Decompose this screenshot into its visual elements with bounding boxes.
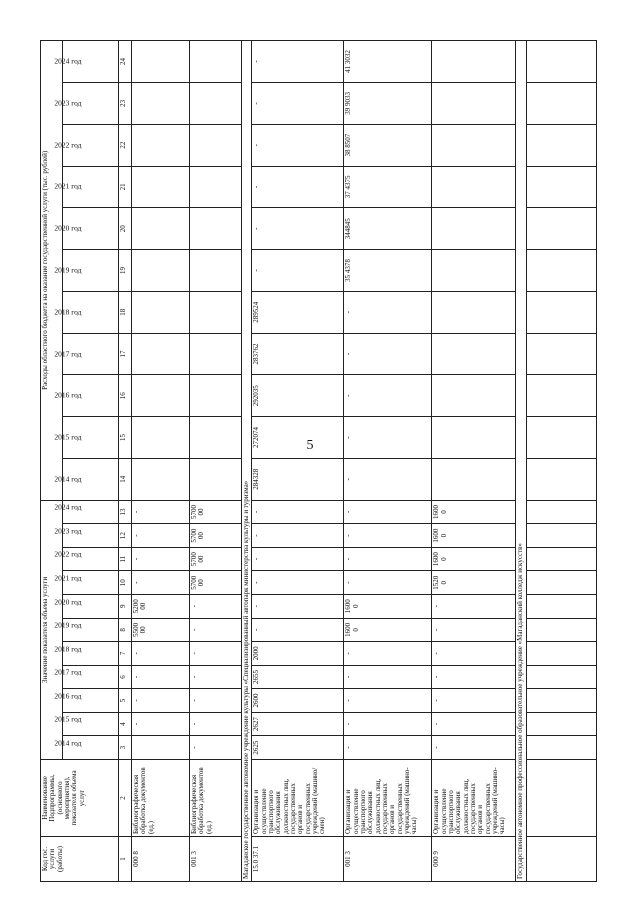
expense-cell: 37 4375 <box>344 166 432 208</box>
volume-cell: - <box>344 571 432 595</box>
column-number: 16 <box>119 375 132 417</box>
expense-cell <box>432 375 516 417</box>
header-volume-year <box>54 571 119 595</box>
header-year-label: 2022 год <box>54 140 82 150</box>
volume-cell: 2000 <box>252 642 344 666</box>
volume-cell: - <box>252 500 344 524</box>
header-expense-year <box>54 417 119 459</box>
volume-cell: - <box>344 547 432 571</box>
row-code: 15.0 37.1 <box>252 837 344 882</box>
expense-cell <box>132 417 190 459</box>
expense-cell: - <box>344 333 432 375</box>
header-volume-year <box>54 712 119 736</box>
volume-cell: - <box>432 594 516 618</box>
volume-cell: - <box>190 689 242 713</box>
header-year-label: 2022 год <box>54 549 82 559</box>
expense-cell: 292035 <box>252 375 344 417</box>
expense-cell <box>190 83 242 125</box>
expense-cell <box>190 124 242 166</box>
expense-cell <box>190 417 242 459</box>
expense-cell <box>132 41 190 83</box>
header-expense-year <box>54 375 119 417</box>
header-expense-year <box>54 250 119 292</box>
column-number: 17 <box>119 333 132 375</box>
section-row <box>242 41 252 882</box>
volume-cell: 1600 0 <box>432 547 516 571</box>
volume-cell: - <box>190 712 242 736</box>
volume-cell: 1600 0 <box>432 500 516 524</box>
budget-table <box>40 40 597 882</box>
volume-cell <box>132 736 190 760</box>
expense-cell: - <box>252 83 344 125</box>
expense-cell <box>190 166 242 208</box>
column-number: 7 <box>119 642 132 666</box>
expense-cell <box>132 208 190 250</box>
volume-cell: 1600 0 <box>344 618 432 642</box>
table-row <box>190 41 242 882</box>
row-name: Библиографическая обработка документов (ед.) <box>132 759 190 836</box>
row-code: 000 9 <box>432 837 516 882</box>
empty-cell <box>526 124 596 166</box>
section-row <box>516 41 526 882</box>
header-year-label: 2015 год <box>54 714 82 724</box>
volume-cell: 5700 00 <box>190 500 242 524</box>
expense-cell <box>432 41 516 83</box>
column-number: 14 <box>119 458 132 500</box>
expense-cell: - <box>344 291 432 333</box>
column-number: 23 <box>119 83 132 125</box>
header-volume-year <box>54 736 119 760</box>
expense-cell <box>432 333 516 375</box>
header-year-label: 2023 год <box>54 526 82 536</box>
volume-cell: - <box>252 547 344 571</box>
expense-cell <box>432 166 516 208</box>
expense-cell <box>190 375 242 417</box>
empty-cell <box>526 333 596 375</box>
header-year-label: 2024 год <box>54 502 82 512</box>
volume-cell: - <box>252 618 344 642</box>
expense-cell: 283762 <box>252 333 344 375</box>
volume-cell: 5700 00 <box>190 571 242 595</box>
volume-cell: - <box>344 665 432 689</box>
expense-cell <box>132 250 190 292</box>
volume-cell: 5700 00 <box>190 524 242 548</box>
volume-cell: - <box>190 665 242 689</box>
row-code: 001 3 <box>190 837 242 882</box>
expense-cell <box>190 250 242 292</box>
row-code: 001 3 <box>344 837 432 882</box>
column-number: 5 <box>119 689 132 713</box>
expense-cell <box>132 291 190 333</box>
expense-cell <box>432 417 516 459</box>
column-number: 6 <box>119 665 132 689</box>
empty-cell <box>526 642 596 666</box>
volume-cell: 2655 <box>252 665 344 689</box>
volume-cell: - <box>344 642 432 666</box>
volume-cell: - <box>132 712 190 736</box>
header-volume-group: Значение показателя объема услуги <box>41 500 63 759</box>
volume-cell: - <box>132 547 190 571</box>
volume-cell: - <box>190 594 242 618</box>
header-volume-year <box>54 665 119 689</box>
expense-cell <box>190 41 242 83</box>
expense-cell: 39 9033 <box>344 83 432 125</box>
empty-cell <box>526 571 596 595</box>
row-name: Библиографическая обработка документов (ед.) <box>190 759 242 836</box>
column-number: 2 <box>119 759 132 836</box>
expense-cell <box>190 458 242 500</box>
header-expense-year <box>54 41 119 83</box>
empty-cell <box>526 375 596 417</box>
expense-cell: - <box>252 124 344 166</box>
header-expense-year <box>54 333 119 375</box>
expense-cell: - <box>252 208 344 250</box>
expense-cell: 38 8507 <box>344 124 432 166</box>
header-year-label: 2014 год <box>54 474 82 484</box>
header-year-label: 2024 год <box>54 56 82 66</box>
volume-cell: - <box>252 571 344 595</box>
rotated-table-page <box>40 40 610 882</box>
column-number: 3 <box>119 736 132 760</box>
expense-cell <box>190 333 242 375</box>
header-volume-year <box>54 642 119 666</box>
section-title: Магаданское государственное автономное учреждение культуры «Специализированный автопарк министерства культуры и туризма» <box>242 41 252 882</box>
header-name: Наименование Подпрограммы, (основного мероприятия), показателя объема услуг <box>41 759 119 836</box>
empty-cell <box>526 618 596 642</box>
empty-cell <box>526 291 596 333</box>
empty-cell <box>526 837 596 882</box>
expense-cell <box>432 83 516 125</box>
volume-cell: - <box>432 689 516 713</box>
volume-cell: - <box>132 571 190 595</box>
column-number: 15 <box>119 417 132 459</box>
expense-cell: 35 4378 <box>344 250 432 292</box>
volume-cell: - <box>252 594 344 618</box>
header-volume-year <box>54 524 119 548</box>
expense-cell: - <box>344 417 432 459</box>
column-number: 4 <box>119 712 132 736</box>
header-year-label: 2014 год <box>54 738 82 748</box>
column-number: 18 <box>119 291 132 333</box>
expense-cell: 344845 <box>344 208 432 250</box>
volume-cell: - <box>344 712 432 736</box>
header-expense-year <box>54 124 119 166</box>
column-number: 1 <box>119 837 132 882</box>
header-expense-year <box>54 458 119 500</box>
volume-cell: 5500 00 <box>132 618 190 642</box>
volume-cell: 1600 0 <box>344 594 432 618</box>
header-year-label: 2021 год <box>54 181 82 191</box>
empty-cell <box>526 41 596 83</box>
volume-cell: - <box>132 642 190 666</box>
header-year-label: 2019 год <box>54 265 82 275</box>
row-code: 000 8 <box>132 837 190 882</box>
volume-cell: - <box>132 689 190 713</box>
empty-cell <box>526 458 596 500</box>
header-year-label: 2020 год <box>54 223 82 233</box>
table-row <box>432 41 516 882</box>
expense-cell <box>132 333 190 375</box>
volume-cell: - <box>432 736 516 760</box>
volume-cell: 2600 <box>252 689 344 713</box>
column-number: 9 <box>119 594 132 618</box>
volume-cell: 5700 00 <box>190 547 242 571</box>
volume-cell: - <box>344 500 432 524</box>
header-year-label: 2016 год <box>54 390 82 400</box>
expense-cell <box>432 291 516 333</box>
expense-cell <box>132 83 190 125</box>
empty-cell <box>526 736 596 760</box>
table-row <box>344 41 432 882</box>
empty-cell <box>526 500 596 524</box>
expense-cell <box>132 458 190 500</box>
volume-cell: 1600 0 <box>432 524 516 548</box>
column-number: 21 <box>119 166 132 208</box>
volume-cell: - <box>132 500 190 524</box>
volume-cell: - <box>344 689 432 713</box>
page-number: 5 <box>306 438 314 453</box>
volume-cell: - <box>344 524 432 548</box>
column-number: 12 <box>119 524 132 548</box>
volume-cell: - <box>432 618 516 642</box>
header-volume-year <box>54 500 119 524</box>
volume-cell: - <box>190 736 242 760</box>
empty-cell <box>526 524 596 548</box>
column-number: 24 <box>119 41 132 83</box>
expense-cell: 272074 <box>252 417 344 459</box>
header-volume-year <box>54 547 119 571</box>
expense-cell: - <box>252 250 344 292</box>
expense-cell <box>190 291 242 333</box>
expense-cell: 284328 <box>252 458 344 500</box>
empty-cell <box>526 689 596 713</box>
expense-cell <box>432 208 516 250</box>
volume-cell: 5200 00 <box>132 594 190 618</box>
volume-cell: 2627 <box>252 712 344 736</box>
volume-cell: - <box>432 642 516 666</box>
expense-cell: - <box>344 375 432 417</box>
header-year-label: 2017 год <box>54 349 82 359</box>
expense-cell <box>432 458 516 500</box>
row-name: Организация и осуществление транспортного обслуживания должностных лиц, государственных органов и государственных учреждений (машино-часы) <box>344 759 432 836</box>
header-year-label: 2019 год <box>54 620 82 630</box>
section-title: Государственное автономное профессиональное образовательное учреждение «Магаданский колледж искусств» <box>516 41 526 882</box>
header-volume-year <box>54 618 119 642</box>
header-expense-group: Расходы областного бюджета на оказание государственной услуги (тыс. рублей) <box>41 41 63 501</box>
volume-cell: - <box>252 524 344 548</box>
empty-cell <box>526 547 596 571</box>
column-number: 19 <box>119 250 132 292</box>
column-number: 13 <box>119 500 132 524</box>
column-number: 10 <box>119 571 132 595</box>
expense-cell: - <box>252 166 344 208</box>
expense-cell: 289524 <box>252 291 344 333</box>
empty-cell <box>526 208 596 250</box>
volume-cell: - <box>132 665 190 689</box>
table-row <box>132 41 190 882</box>
header-volume-year <box>54 594 119 618</box>
expense-cell <box>132 166 190 208</box>
volume-cell: - <box>432 665 516 689</box>
volume-cell: - <box>190 618 242 642</box>
empty-cell <box>526 83 596 125</box>
expense-cell: 41 3032 <box>344 41 432 83</box>
volume-cell: - <box>190 642 242 666</box>
empty-cell <box>526 712 596 736</box>
empty-cell <box>526 594 596 618</box>
header-year-label: 2018 год <box>54 644 82 654</box>
row-name: Организация и осуществление транспортного обслуживания должностных лиц, государственных органов и государственных учреждений (машино-часы) <box>432 759 516 836</box>
empty-cell <box>526 250 596 292</box>
volume-cell: - <box>132 524 190 548</box>
header-volume-year <box>54 689 119 713</box>
empty-cell <box>526 417 596 459</box>
column-number: 11 <box>119 547 132 571</box>
expense-cell: - <box>252 41 344 83</box>
volume-cell: - <box>432 712 516 736</box>
table-row <box>252 41 344 882</box>
header-expense-year <box>54 291 119 333</box>
header-year-label: 2017 год <box>54 667 82 677</box>
header-expense-year <box>54 208 119 250</box>
header-year-label: 2023 год <box>54 98 82 108</box>
header-year-label: 2015 год <box>54 432 82 442</box>
column-number: 8 <box>119 618 132 642</box>
header-code: Код гос. услуги (работы) <box>41 837 119 882</box>
row-name: Организация и осуществление транспортного обслуживания должностных лиц, государственных органов и государственных учреждений (машино/смен) <box>252 759 344 836</box>
header-year-label: 2016 год <box>54 691 82 701</box>
header-year-label: 2020 год <box>54 597 82 607</box>
empty-cell <box>526 665 596 689</box>
empty-cell <box>526 166 596 208</box>
column-number: 20 <box>119 208 132 250</box>
expense-cell <box>432 250 516 292</box>
volume-cell: 2625 <box>252 736 344 760</box>
header-expense-year <box>54 83 119 125</box>
column-number: 22 <box>119 124 132 166</box>
expense-cell <box>132 375 190 417</box>
expense-cell <box>190 208 242 250</box>
volume-cell: - <box>344 736 432 760</box>
expense-cell <box>132 124 190 166</box>
header-year-label: 2018 год <box>54 307 82 317</box>
empty-cell <box>526 759 596 836</box>
expense-cell <box>432 124 516 166</box>
header-year-label: 2021 год <box>54 573 82 583</box>
volume-cell: 1520 0 <box>432 571 516 595</box>
header-expense-year <box>54 166 119 208</box>
empty-row <box>526 41 596 882</box>
expense-cell: - <box>344 458 432 500</box>
